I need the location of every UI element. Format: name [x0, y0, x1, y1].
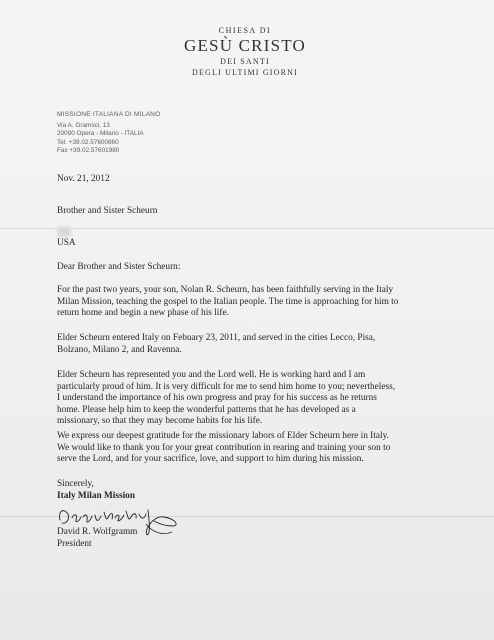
redacted-address — [57, 227, 71, 237]
text-line: Milan Mission, teaching the gospel to the Italian people. The time is approaching for him to — [57, 296, 399, 307]
signer-name: David R. Wolfgramm — [57, 527, 138, 537]
body-paragraph-3 — [57, 370, 417, 428]
text-line: Bolzano, Milano 2, and Ravenna. — [57, 344, 182, 355]
paper-fold-line — [0, 228, 494, 229]
mission-address-block — [57, 111, 160, 156]
text-line: Elder Scheurn has represented you and the Lord well. He is working hard and I am — [57, 370, 366, 380]
signer-title: President — [57, 538, 92, 549]
text-line: We express our deepest gratitude for the missionary labors of Elder Scheurn here in Italy. — [57, 431, 389, 441]
letterhead-title: GESÙ CRISTO — [184, 36, 306, 55]
text-line: I understand the importance of his own progress and pray for his success as he returns — [57, 393, 377, 404]
address-street: Via A. Gramsci, 13 — [57, 121, 110, 129]
closing-sincerely: Sincerely, — [57, 479, 94, 489]
recipient-country: USA — [57, 238, 76, 248]
salutation: Dear Brother and Sister Scheurn: — [57, 262, 181, 272]
address-city: 20090 Opera - Milano - ITALIA — [57, 130, 144, 137]
text-line: particularly proud of him. It is very difficult for me to send him home to you; nevertheless, — [57, 381, 396, 392]
signer-block — [57, 527, 137, 550]
church-letterhead — [150, 27, 340, 77]
closing-organization: Italy Milan Mission — [57, 490, 135, 501]
letter-date: Nov. 21, 2012 — [57, 174, 110, 184]
text-line: Elder Scheurn entered Italy on Febuary 23, 2011, and served in the cities Lecco, Pisa, — [57, 333, 376, 343]
body-paragraph-4 — [57, 431, 417, 466]
text-line: home. Please help him to keep the wonderful patterns that he has developed as a — [57, 404, 356, 415]
letterhead-line: DEI SANTI — [220, 57, 270, 66]
text-line: For the past two years, your son, Nolan R. Scheurn, has been faithfully serving in the Italy — [57, 285, 394, 295]
letterhead-line: CHIESA DI — [218, 26, 272, 35]
closing-block — [57, 479, 135, 502]
text-line: missionary, so that they may become habits for his life. — [57, 416, 263, 427]
text-line: serve the Lord, and for your sacrifice, love, and support to him during his mission. — [57, 454, 364, 465]
text-line: We would like to thank you for your great contribution in rearing and training your son to — [57, 442, 391, 453]
address-tel: Tel. +39.02.57600860 — [57, 138, 119, 146]
text-line: return home and begin a new phase of his life. — [57, 308, 229, 319]
letterhead-line: DEGLI ULTIMI GIORNI — [191, 68, 299, 77]
body-paragraph-2 — [57, 333, 417, 356]
address-fax: Fax +39.02.57601980 — [57, 147, 120, 154]
recipient-name: Brother and Sister Scheurn — [57, 206, 158, 216]
mission-name: MISSIONE ITALIANA DI MILANO — [57, 111, 161, 118]
body-paragraph-1 — [57, 285, 417, 320]
